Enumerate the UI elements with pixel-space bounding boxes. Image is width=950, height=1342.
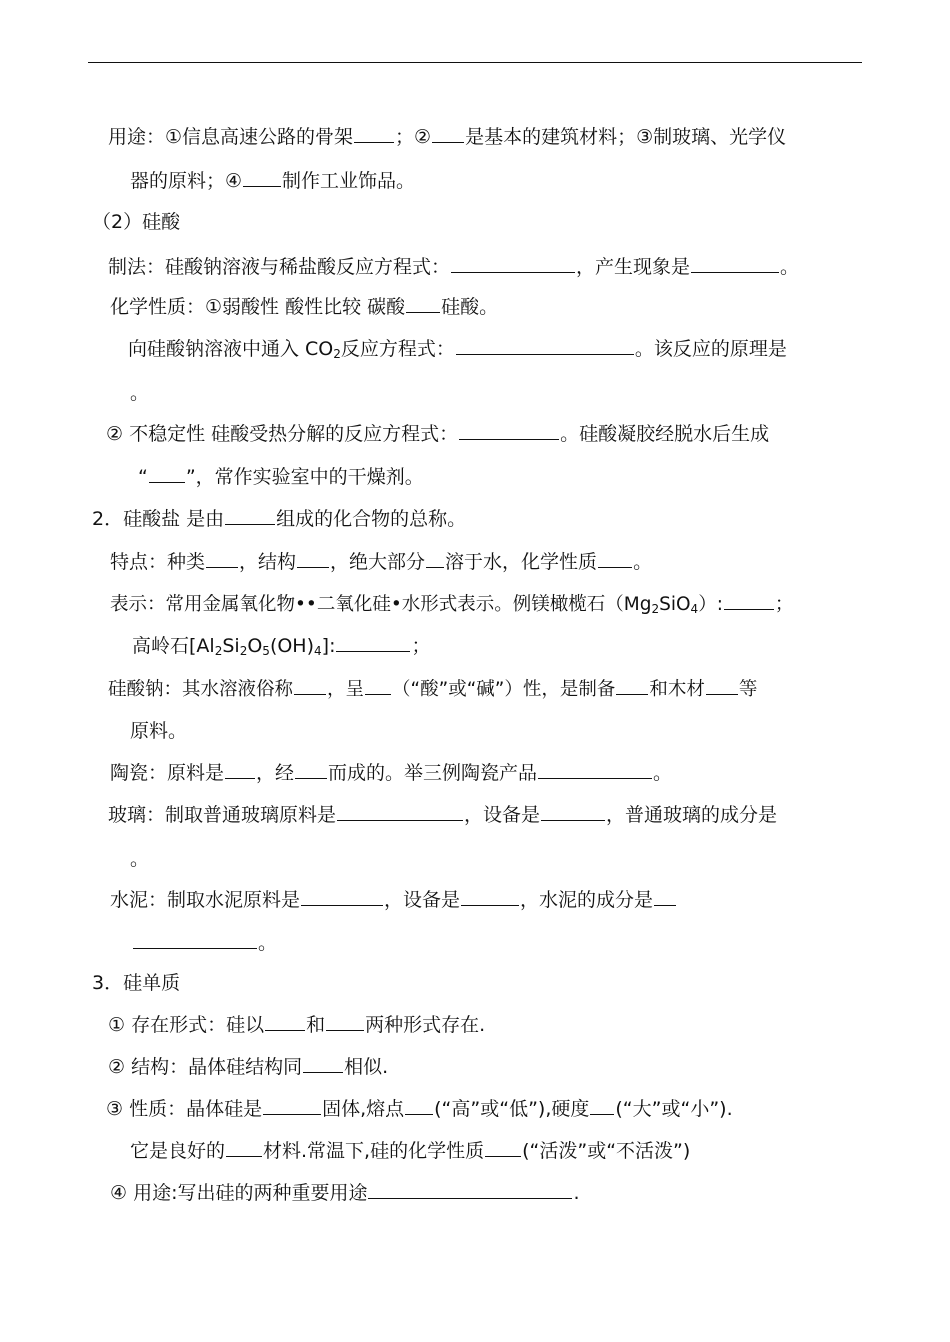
blank	[303, 1054, 343, 1073]
section-heading: （2）硅酸	[92, 211, 181, 233]
text-line: ① 存在形式：硅以 和 两种形式存在.	[108, 1014, 486, 1036]
text-line: 它是良好的 材料.常温下,硅的化学性质 (“活泼”或“不活泼”)	[130, 1140, 691, 1162]
blank	[337, 802, 463, 821]
blank	[297, 549, 329, 568]
blank	[206, 549, 238, 568]
blank	[365, 676, 391, 695]
text-line: 玻璃：制取普通玻璃原料是 ，设备是 ，普通玻璃的成分是	[108, 804, 778, 826]
text-line: 器的原料；④ 制作工业饰品。	[130, 170, 416, 192]
section-heading: 2．硅酸盐 是由 组成的化合物的总称。	[92, 508, 467, 530]
blank	[295, 760, 327, 779]
section-heading: 3．硅单质	[92, 972, 181, 994]
text-line: 。	[130, 382, 150, 404]
blank	[598, 549, 632, 568]
blank	[691, 254, 779, 273]
blank	[405, 1096, 433, 1115]
text-line: ② 结构：晶体硅结构同 相似.	[108, 1056, 389, 1078]
blank	[226, 1138, 262, 1157]
blank	[538, 760, 652, 779]
blank	[456, 336, 634, 355]
text-line: ② 不稳定性 硅酸受热分解的反应方程式： 。硅酸凝胶经脱水后生成	[106, 423, 770, 445]
blank	[451, 254, 575, 273]
text-line: 特点：种类 ，结构 ，绝大部分 溶于水，化学性质 。	[110, 551, 653, 573]
blank	[265, 1012, 305, 1031]
blank	[294, 676, 326, 695]
text-line: 用途：①信息高速公路的骨架 ；② 是基本的建筑材料；③制玻璃、光学仪	[108, 126, 787, 148]
blank	[616, 676, 648, 695]
text-line: 制法：硅酸钠溶液与稀盐酸反应方程式： ，产生现象是 。	[108, 256, 800, 278]
blank	[133, 930, 257, 949]
blank	[426, 549, 444, 568]
blank	[461, 887, 519, 906]
blank	[354, 124, 394, 143]
text-line: 高岭石$[Al_2Si_2O_5(OH)_4]$: ；	[132, 635, 431, 658]
text-line: 化学性质：①弱酸性 酸性比较 碳酸 硅酸。	[110, 296, 499, 318]
blank	[301, 887, 383, 906]
text-line: 硅酸钠：其水溶液俗称 ，呈 （“酸”或“碱”）性，是制备 和木材 等	[108, 676, 757, 703]
text-line: “ ”，常作实验室中的干燥剂。	[138, 466, 424, 488]
text-line: 水泥：制取水泥原料是 ，设备是 ，水泥的成分是	[110, 887, 677, 913]
text-line: 表示：常用金属氧化物••二氧化硅•水形式表示。例镁橄榄石$(Mg_2SiO_4)$: ；	[110, 591, 793, 618]
blank	[541, 802, 605, 821]
blank	[326, 1012, 364, 1031]
text-line: 向硅酸钠溶液中通入 $CO_2$反应方程式： 。该反应的原理是	[128, 338, 787, 361]
blank	[406, 294, 440, 313]
blank	[368, 1180, 572, 1199]
blank	[459, 421, 559, 440]
blank	[149, 464, 185, 483]
text-line: 陶瓷：原料是 ，经 而成的。举三例陶瓷产品 。	[110, 762, 673, 784]
blank	[654, 887, 676, 906]
blank	[432, 124, 464, 143]
blank	[225, 760, 255, 779]
blank	[590, 1096, 614, 1115]
blank	[706, 676, 738, 695]
text-line: 原料。	[130, 720, 188, 742]
blank	[243, 168, 281, 187]
text-line: ④ 用途:写出硅的两种重要用途 .	[110, 1182, 580, 1204]
text-line: ③ 性质：晶体硅是 固体,熔点 (“高”或“低”),硬度 (“大”或“小”).	[106, 1098, 733, 1120]
blank	[336, 633, 410, 652]
blank	[263, 1096, 321, 1115]
text-line: 。	[130, 848, 150, 870]
blank	[724, 591, 774, 610]
text-line: 。	[132, 930, 277, 956]
header-rule	[88, 62, 862, 63]
blank	[225, 506, 275, 525]
blank	[485, 1138, 521, 1157]
